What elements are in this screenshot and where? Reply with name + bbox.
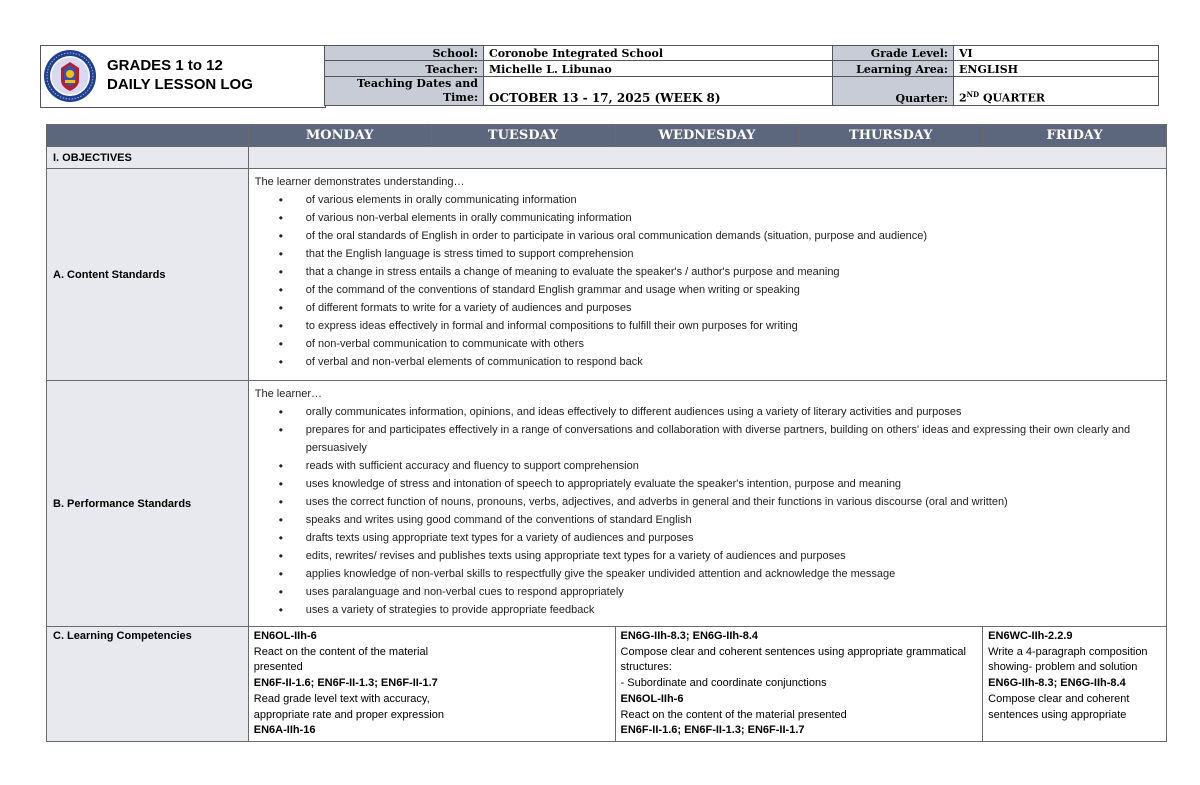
competency-text: - Subordinate and coordinate conjunctions [620,677,827,690]
teacher-label: Teacher: [325,61,484,76]
competencies-col-2 [615,627,983,742]
teaching-dates-label [325,76,484,106]
competency-code: EN6OL-IIh-6 [620,692,684,705]
quarter-ordinal: ND [966,90,980,100]
quarter-word: QUARTER [979,92,1045,105]
content-standards-list [255,191,1160,371]
objectives-row [47,147,1167,169]
day-header-row [47,125,1167,147]
learning-area-value: ENGLISH [954,61,1159,76]
list-item: • of the oral standards of English in order to participate in various oral communication demands (situation, purpose and audience) [291,227,1160,245]
objectives-fill [248,147,1166,169]
competency-text: Compose clear and coherent sentences using appropriate [988,692,1130,721]
day-monday: MONDAY [248,125,431,147]
content-standards-row [47,169,1167,381]
list-item: • that the English language is stress timed to support comprehension [291,245,1160,263]
list-item: • that a change in stress entails a change of meaning to evaluate the speaker's / author's purpose and meaning [291,263,1160,281]
competencies-col-3 [983,627,1167,742]
list-item: • reads with sufficient accuracy and fluency to support comprehension [291,457,1160,475]
competencies-col-1 [248,627,615,742]
list-item: • of various elements in orally communicating information [291,191,1160,209]
list-item: • uses paralanguage and non-verbal cues to respond appropriately [291,583,1160,601]
list-item: • of the command of the conventions of standard English grammar and usage when writing or speaking [291,281,1160,299]
list-item: • edits, rewrites/ revises and publishes texts using appropriate text types for a variety of audiences and purposes [291,547,1160,565]
list-item: • of non-verbal communication to communicate with others [291,335,1160,353]
content-standards-cell [248,169,1166,381]
teaching-dates-value: OCTOBER 13 - 17, 2025 (WEEK 8) [484,76,833,106]
content-standards-label: A. Content Standards [47,169,249,381]
grade-level-value: VI [954,46,1159,61]
title-box [40,45,326,108]
competency-code: EN6G-IIh-8.3; EN6G-IIh-8.4 [620,630,759,642]
list-item: • of different formats to write for a variety of audiences and purposes [291,299,1160,317]
learning-competencies-label: C. Learning Competencies [47,627,249,742]
competency-text: React on the content of the material presented [620,708,847,721]
competency-code: EN6F-II-1.6; EN6F-II-1.3; EN6F-II-1.7 [253,677,438,690]
list-item: • of various non-verbal elements in orally communicating information [291,209,1160,227]
objectives-label: I. OBJECTIVES [47,147,249,169]
day-thursday: THURSDAY [799,125,983,147]
list-item: • to express ideas effectively in formal and informal compositions to fulfill their own purposes for writing [291,317,1160,335]
list-item: • speaks and writes using good command of the conventions of standard English [291,511,1160,529]
performance-standards-list [255,403,1160,619]
day-tuesday: TUESDAY [431,125,615,147]
list-item: • drafts texts using appropriate text types for a variety of audiences and purposes [291,529,1160,547]
day-friday: FRIDAY [983,125,1167,147]
competency-code: EN6G-IIh-8.3; EN6G-IIh-8.4 [988,677,1126,690]
performance-standards-intro: The learner… [254,388,323,400]
competency-text: Write a 4-paragraph composition showing- problem and solution [988,645,1148,674]
list-item: • of verbal and non-verbal elements of communication to respond back [291,353,1160,371]
teacher-value: Michelle L. Libunao [484,61,833,76]
deped-seal-icon [43,49,97,103]
list-item: • uses a variety of strategies to provide appropriate feedback [291,601,1160,619]
lesson-log-table [46,124,1167,742]
performance-standards-label: B. Performance Standards [47,381,249,627]
list-item: • uses knowledge of stress and intonation of speech to appropriately evaluate the speaker's intention, purpose and meaning [291,475,1160,493]
competency-text: Read grade level text with accuracy, appropriate rate and proper expression [253,692,444,721]
quarter-value [954,76,1159,106]
list-item: • uses the correct function of nouns, pronouns, verbs, adjectives, and adverbs in general and their functions in various discourse (oral and written) [291,493,1160,511]
competency-code: EN6A-IIh-16 [253,724,316,737]
school-label: School: [325,46,484,61]
teaching-dates-label-line-2: Time: [442,91,478,104]
competency-code: EN6OL-IIh-6 [253,630,317,642]
competency-text: React on the content of the material presented [253,645,429,674]
performance-standards-cell [248,381,1166,627]
teaching-dates-label-line-1: Teaching Dates and [356,77,478,90]
header [40,45,1160,108]
day-header-blank [47,125,249,147]
school-info-table [324,45,1159,106]
learning-competencies-row [47,627,1167,742]
title-line-1: GRADES 1 to 12 [107,57,223,74]
competency-code: EN6F-II-1.6; EN6F-II-1.3; EN6F-II-1.7 [620,724,805,737]
list-item: • applies knowledge of non-verbal skills to respectfully give the speaker undivided attention and acknowledge the message [291,565,1160,583]
school-value: Coronobe Integrated School [484,46,833,61]
day-wednesday: WEDNESDAY [615,125,799,147]
list-item: • orally communicates information, opinions, and ideas effectively to different audiences using a variety of literary activities and purposes [291,403,1160,421]
competency-text: Compose clear and coherent sentences using appropriate grammatical structures: [620,645,966,674]
content-standards-intro: The learner demonstrates understanding… [254,176,465,188]
quarter-label: Quarter: [833,76,954,106]
title-line-2: DAILY LESSON LOG [107,76,253,93]
competency-code: EN6WC-IIh-2.2.9 [988,630,1073,642]
performance-standards-row [47,381,1167,627]
document-title [107,56,253,94]
grade-level-label: Grade Level: [833,46,954,61]
quarter-number: 2 [959,92,967,105]
list-item: • prepares for and participates effectively in a range of conversations and collaboration with diverse partners, building on others' ideas and expressing their own clearly and persuasively [291,421,1160,457]
learning-area-label: Learning Area: [833,61,954,76]
